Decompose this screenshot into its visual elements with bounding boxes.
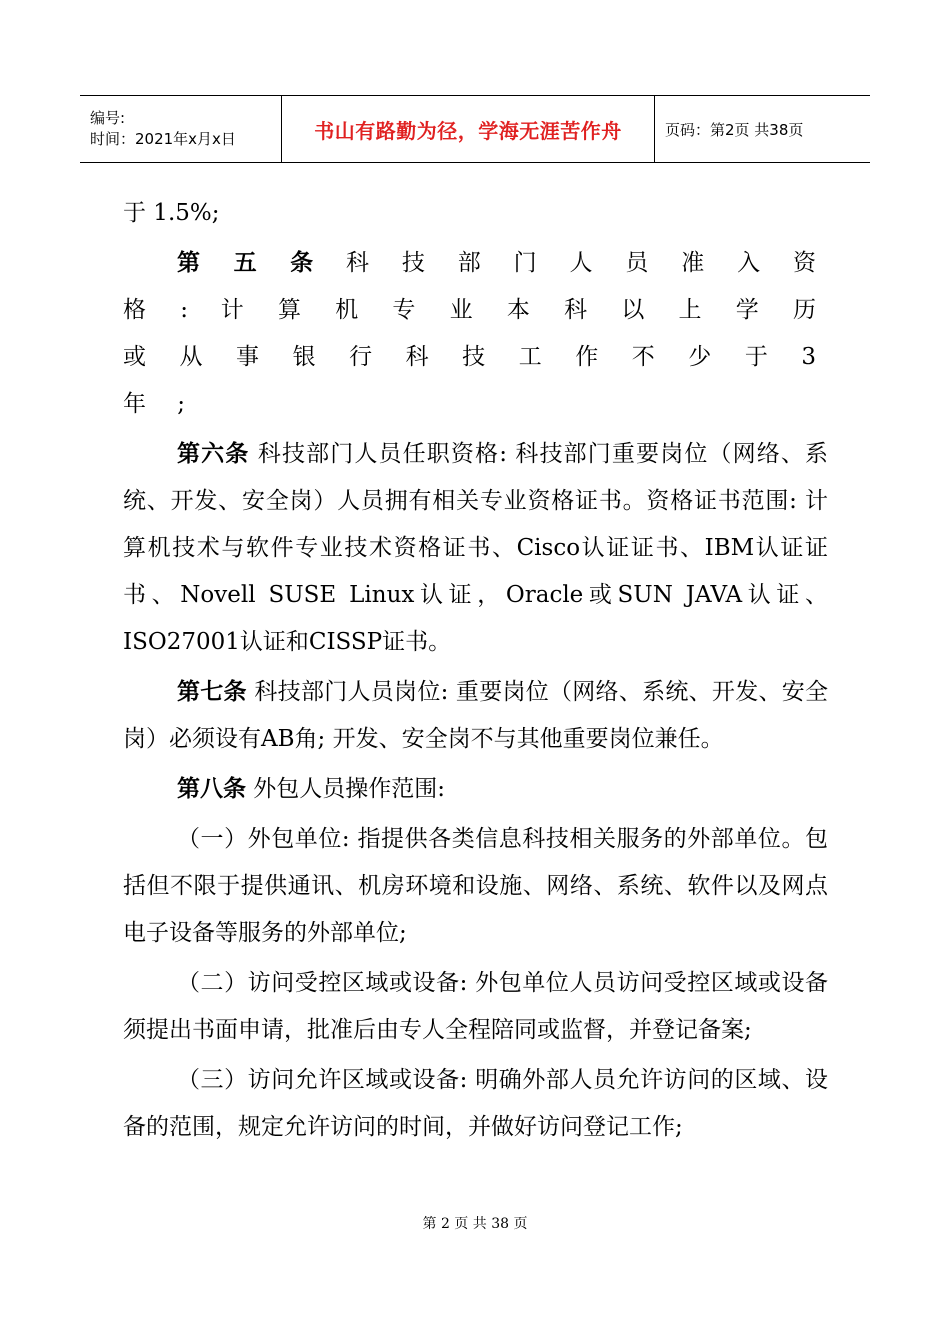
doc-time-label: 时间：2021年x月x日: [90, 130, 236, 148]
article-7: [123, 669, 828, 763]
clause-2: [123, 960, 828, 1054]
clause-text: （二）访问受控区域或设备: 外包单位人员访问受控区域或设备须提出书面申请，批准后由专人全程陪同或监督，并登记备案;: [123, 970, 828, 1043]
clause-text: （三）访问允许区域或设备: 明确外部人员允许访问的区域、设备的范围，规定允许访问的时间，并做好访问登记工作;: [123, 1067, 828, 1140]
article-5: [123, 240, 828, 428]
page-footer: 第 2 页 共 38 页: [422, 1216, 528, 1232]
article-8: [123, 766, 828, 813]
page-header: [80, 95, 870, 163]
header-page-cell: [655, 96, 870, 162]
clause-3: [123, 1057, 828, 1151]
article-heading: 第六条: [177, 441, 250, 467]
clause-text: （一）外包单位: 指提供各类信息科技相关服务的外部单位。包括但不限于提供通讯、机房环境和设施、网络、系统、软件以及网点电子设备等服务的外部单位;: [123, 826, 828, 946]
header-motto-cell: [282, 96, 655, 162]
article-heading: 第七条: [177, 679, 247, 705]
paragraph-text: 于 1.5%;: [123, 200, 220, 226]
article-text: 科技部门人员岗位: 重要岗位（网络、系统、开发、安全岗）必须设有AB角; 开发、安全岗不与其他重要岗位兼任。: [123, 679, 829, 752]
doc-number-label: 编号:: [90, 109, 126, 127]
article-6: [123, 431, 828, 666]
article-heading: 第八条: [177, 776, 246, 802]
article-text: 科技部门人员任职资格: 科技部门重要岗位（网络、系统、开发、安全岗）人员拥有相关专业资格证书。资格证书范围: 计算机技术与软件专业技术资格证书、Cisco认证证书、IBM认证证书、Novell SUSE Linux认证，Oracle或SUN JAVA认证、ISO27001认证和CISSP证书。: [123, 441, 828, 655]
paragraph: [123, 190, 828, 237]
article-heading: 第 五 条: [177, 250, 326, 276]
document-body: [123, 190, 828, 1154]
article-text: 科 技 部 门 人 员 准 入 资 格 : 计 算 机 专 业 本 科 以 上 学 历 或 从 事 银 行 科 技 工 作 不 少 于 3年 ;: [123, 250, 828, 417]
header-page-label: 页码：第2页 共38页: [665, 120, 804, 139]
clause-1: [123, 816, 828, 957]
article-text: 外包人员操作范围:: [246, 776, 446, 802]
header-meta: [80, 96, 282, 162]
header-motto: 书山有路勤为径，学海无涯苦作舟: [314, 118, 622, 143]
